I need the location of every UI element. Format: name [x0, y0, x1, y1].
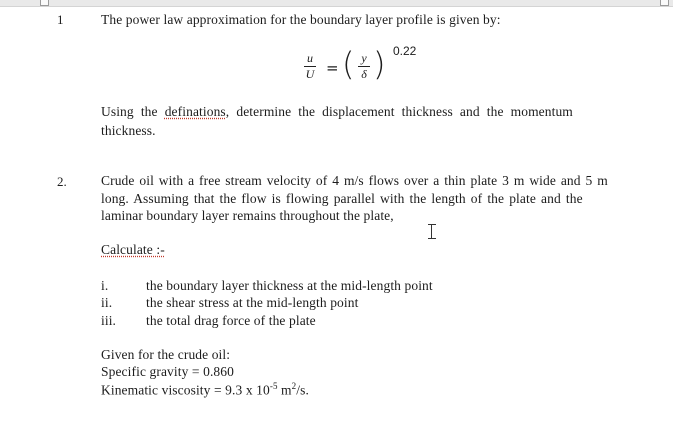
text-cursor-icon	[428, 224, 436, 239]
y-delta-fraction	[358, 52, 370, 81]
question-2-line-2: long. Assuming that the flow is flowing parallel with the length of the plate and the	[101, 191, 583, 206]
question-1-instruction-line-1	[101, 104, 573, 120]
ruler-marker	[40, 0, 49, 6]
numerator-u: u	[307, 51, 313, 65]
item-1-text: the boundary layer thickness at the mid-length point	[146, 278, 433, 293]
kinematic-exponent: -5	[269, 381, 278, 391]
question-2-number: 2.	[57, 174, 67, 189]
kinematic-unit: m	[277, 382, 292, 398]
window-top-strip	[0, 0, 673, 7]
kinematic-unit-tail: /s.	[296, 382, 309, 398]
power-law-equation	[296, 44, 426, 88]
denominator-delta: δ	[361, 67, 367, 81]
velocity-ratio-fraction	[304, 52, 316, 81]
calculate-heading: Calculate :-	[101, 242, 165, 257]
question-1-stem: The power law approximation for the boundary layer profile is given by:	[101, 12, 501, 27]
misspelled-word: definations	[164, 104, 226, 119]
unit-exponent: 2	[291, 381, 297, 391]
item-2-roman: ii.	[101, 295, 113, 310]
question-2-line-1: Crude oil with a free stream velocity of 4 m/s flows over a thin plate 3 m wide and 5 m	[101, 173, 608, 188]
item-3-roman: iii.	[101, 313, 117, 328]
question-1-instruction-line-2: thickness.	[101, 123, 156, 138]
ruler-marker	[660, 0, 669, 6]
instruction-text: Using the	[101, 104, 165, 119]
item-1-roman: i.	[101, 278, 109, 293]
right-parenthesis: )	[373, 45, 386, 83]
question-2-line-3: laminar boundary layer remains throughout the plate,	[101, 208, 394, 223]
item-2-text: the shear stress at the mid-length point	[146, 295, 359, 310]
denominator-U: U	[305, 67, 315, 81]
specific-gravity: Specific gravity = 0.860	[101, 364, 234, 379]
question-1-number: 1	[57, 12, 64, 27]
equals-sign: =	[326, 59, 339, 77]
item-3-text: the total drag force of the plate	[146, 313, 316, 328]
kinematic-value: Kinematic viscosity = 9.3 x 10	[101, 382, 270, 398]
exponent: 0.22	[393, 44, 417, 58]
numerator-y: y	[361, 51, 367, 65]
kinematic-viscosity	[101, 381, 309, 399]
left-parenthesis: (	[342, 45, 355, 83]
given-title: Given for the crude oil:	[101, 347, 231, 362]
instruction-text: , determine the displacement thickness and the momentum	[225, 104, 573, 119]
